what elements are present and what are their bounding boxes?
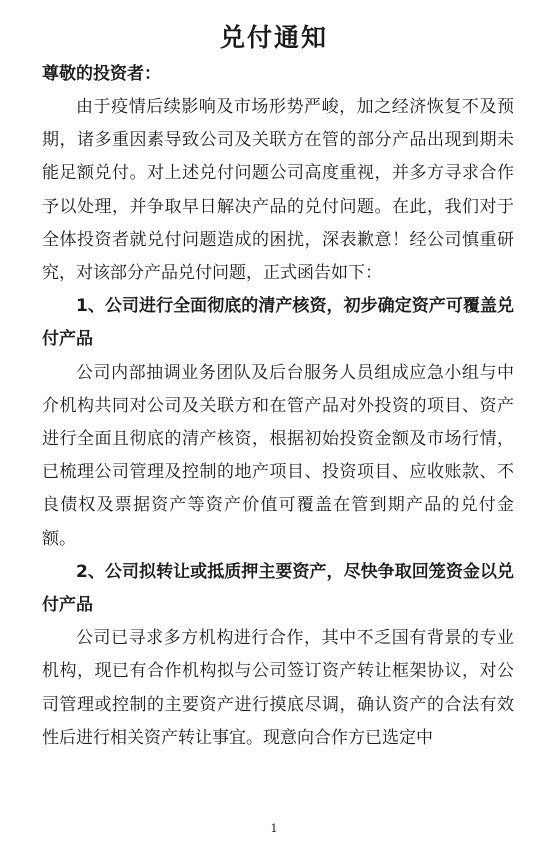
salutation: 尊敬的投资者： <box>42 64 161 84</box>
section-body-2: 公司已寻求多方机构进行合作，其中不乏国有背景的专业机构，现已有合作机构拟与公司签订资产转让框架协议，对公司管理或控制的主要资产进行摸底尽调，确认资产的合法有效性后进行相关资产转让事宜。现意向合作方已选定中 <box>42 628 514 748</box>
section-heading-2: 2、公司拟转让或抵质押主要资产，尽快争取回笼资金以兑付产品 <box>42 561 514 616</box>
section-body-1: 公司内部抽调业务团队及后台服务人员组成应急小组与中介机构共同对公司及关联方和在管产品对外投资的项目、资产进行全面且彻底的清产核资，根据初始投资金额及市场行情，已梳理公司管理及控制的地产项目、投资项目、应收账款、不良债权及票据资产等资产价值可覆盖在管到期产品的兑付金额。 <box>42 362 514 549</box>
document-title: 兑付通知 <box>219 23 328 52</box>
section-heading-1: 1、公司进行全面彻底的清产核资，初步确定资产可覆盖兑付产品 <box>42 296 514 350</box>
document-body <box>42 58 514 755</box>
intro-paragraph: 由于疫情后续影响及市场形势严峻，加之经济恢复不及预期，诸多重因素导致公司及关联方在管的部分产品出现到期未能足额兑付。对上述兑付问题公司高度重视，并多方寻求合作予以处理，并争取早日解决产品的兑付问题。在此，我们对于全体投资者就兑付问题造成的困扰，深表歉意！经公司慎重研究，对该部分产品兑付问题，正式函告如下： <box>42 97 514 284</box>
page-number: 1 <box>270 822 278 835</box>
